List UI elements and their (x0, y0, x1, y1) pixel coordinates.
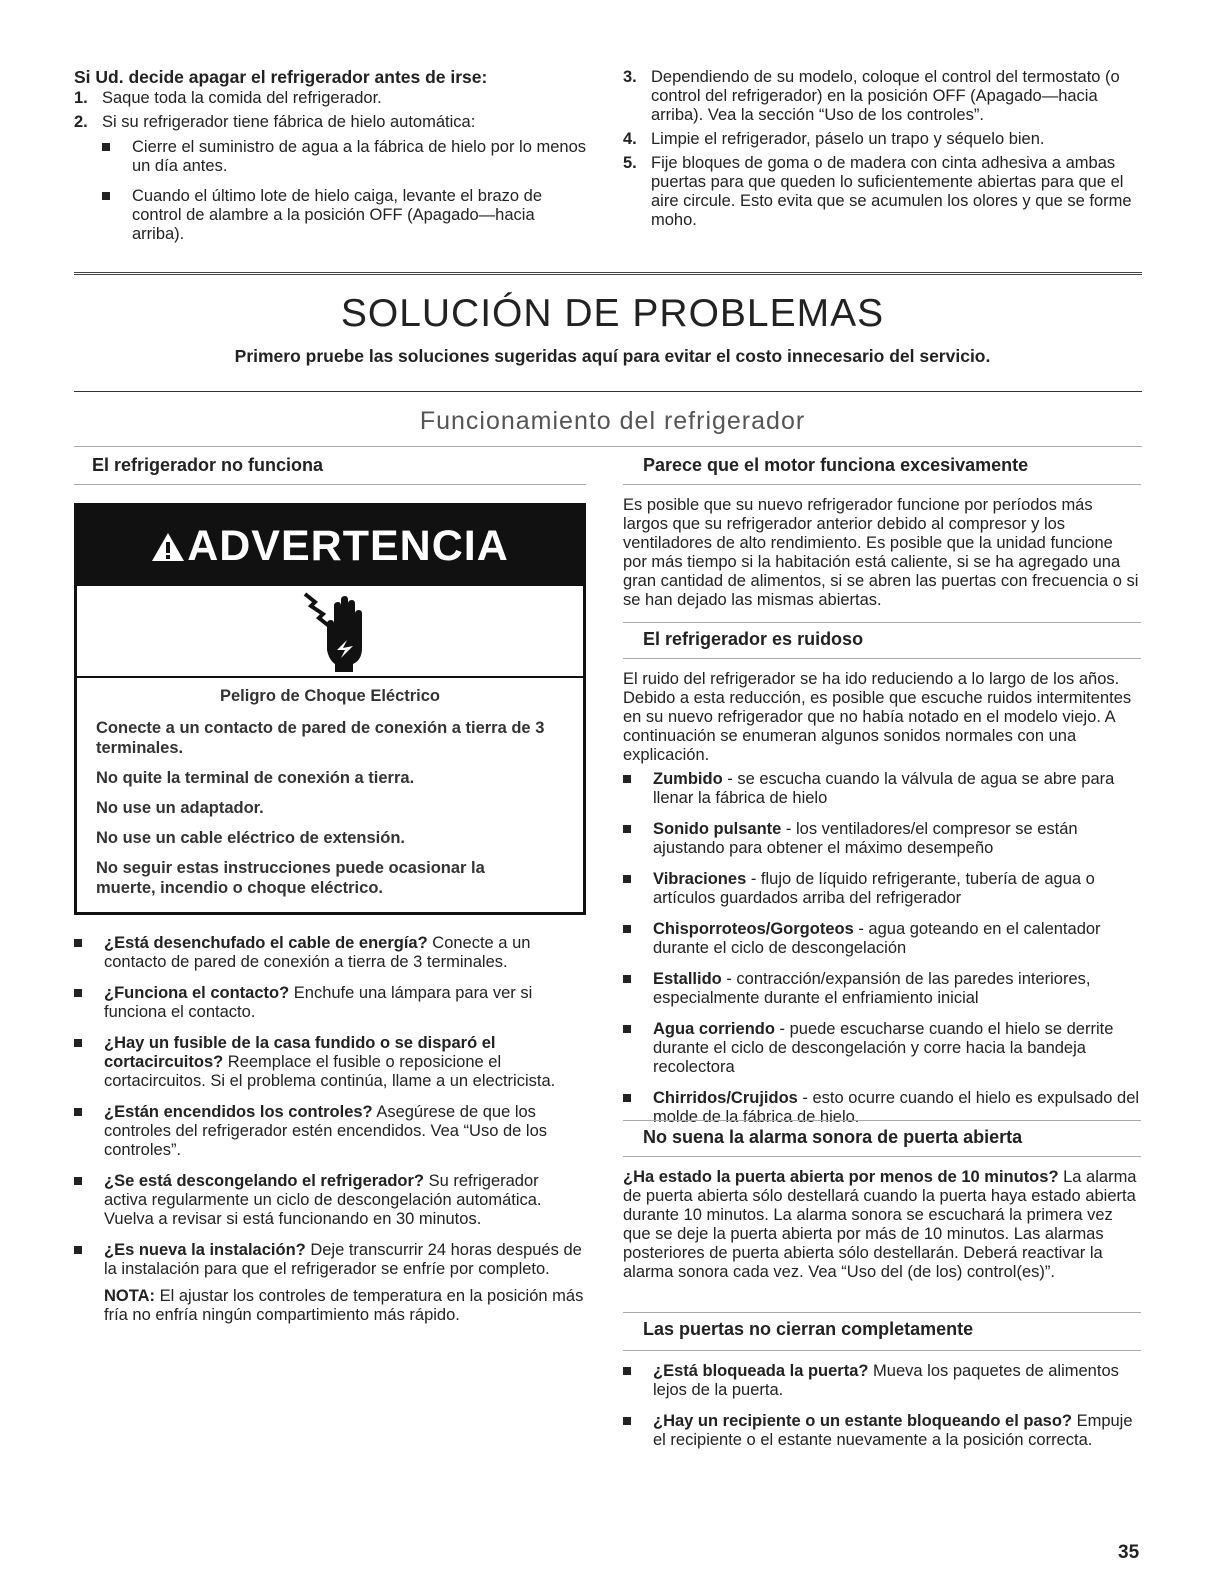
left-questions (74, 934, 586, 1325)
list-item: 3. Dependiendo de su modelo, coloque el control del termostato (o control del refrigerador) en la posición OFF (Apagado—hacia arriba). Vea la sección “Uso de los controles”. (623, 68, 1120, 124)
section-title: Funcionamiento del refrigerador (419, 407, 806, 435)
list-item: Chirridos/Crujidos - esto ocurre cuando el hielo es expulsado del molde de la fábrica de hielo. (623, 1089, 1141, 1127)
list-item: Cierre el suministro de agua a la fábrica de hielo por lo menos un día antes. (102, 138, 586, 176)
warning-triangle-icon (151, 532, 185, 562)
list-item: 2. Si su refrigerador tiene fábrica de hielo automática: Cierre el suministro de agua a la fábrica de hielo por lo menos un día antes. Cuando el último lote de hielo caiga, levante el brazo de control de alambre a la posición OFF (Apagado—hacia arriba). (74, 113, 586, 243)
bullet-icon (623, 975, 631, 983)
list-item: 4. Limpie el refrigerador, páselo un trapo y séquelo bien. (623, 130, 1045, 148)
section-divider (623, 1312, 1141, 1313)
list-item: Zumbido - se escucha cuando la válvula de agua se abre para llenar la fábrica de hielo (623, 770, 1141, 808)
subsection-heading: Parece que el motor funciona excesivamente (643, 455, 1029, 475)
bullet-icon (74, 939, 82, 947)
page-subtitle: Primero pruebe las soluciones sugeridas aquí para evitar el costo innecesario del servicio. (234, 346, 991, 366)
list-item: ¿Funciona el contacto? Enchufe una lámpara para ver si funciona el contacto. (74, 984, 586, 1022)
list-item: 5. Fije bloques de goma o de madera con cinta adhesiva a ambas puertas para que queden lo suficientemente abiertas para que el aire circule. Esto evita que se acumulen los olores y que se forme moho. (623, 154, 1132, 229)
top-left-column (74, 68, 586, 255)
subsection-heading: El refrigerador es ruidoso (643, 629, 864, 649)
bullet-icon (623, 1094, 631, 1102)
list-item: ¿Está desenchufado el cable de energía? Conecte a un contacto de pared de conexión a tierra de 3 terminales. (74, 934, 586, 972)
alarm-text: ¿Ha estado la puerta abierta por menos de 10 minutos? La alarma de puerta abierta sólo destellará cuando la puerta haya estado abierta durante 10 minutos. La alarma sonora se escuchará la primera vez que se deje la puerta abierta por más de 10 minutos. Las alarmas posteriores de puerta abierta sólo destellarán. Deberá reactivar la alarma sonora cada vez. Vea “Uso del (de los) control(es)”. (623, 1168, 1137, 1281)
section-divider (623, 1120, 1141, 1121)
top-right-column (623, 68, 1141, 235)
section-divider (74, 272, 1142, 275)
noise-heading-block (623, 626, 1141, 656)
doors-heading-block (623, 1316, 1141, 1346)
top-heading: Si Ud. decide apagar el refrigerador antes de irse: (74, 67, 488, 87)
page-title: SOLUCIÓN DE PROBLEMAS (340, 292, 885, 335)
page-number: 35 (1118, 1542, 1140, 1563)
bullet-icon (74, 1246, 82, 1254)
bullet-icon (623, 1025, 631, 1033)
bullet-icon (74, 1177, 82, 1185)
list-item: Estallido - contracción/expansión de las paredes interiores, especialmente durante el enfriamiento inicial (623, 970, 1141, 1008)
warning-line: No use un cable eléctrico de extensión. (96, 829, 406, 847)
heading-divider (623, 658, 1141, 659)
subsection-heading: Las puertas no cierran completamente (643, 1319, 974, 1339)
list-item: ¿Se está descongelando el refrigerador? Su refrigerador activa regularmente un ciclo de descongelación automática. Vuelva a revisar si está funcionando en 30 minutos. (74, 1172, 586, 1229)
list-item: ¿Hay un recipiente o un estante bloqueando el paso? Empuje el recipiente o el estante nuevamente a la posición correcta. (623, 1412, 1141, 1450)
noise-section: El ruido del refrigerador se ha ido reduciendo a lo largo de los años. Debido a esta reducción, es posible que escuche ruidos intermitentes en su nuevo refrigerador que no había notado en el modelo viejo. A continuación se enumeran algunos sonidos normales con una explicación. Zumbido - se escucha cuando la válvula de agua se abre para llenar la fábrica de hielo Sonido pulsante - los ventiladores/el compresor se están ajustando para obtener el máximo desempeño Vibraciones - flujo de líquido refrigerante, tubería de agua o artículos guardados arriba del refrigerador Chisporroteos/Gorgoteos - agua goteando en el calentador durante el ciclo de descongelación Estallido - contracción/expansión de las paredes interiores, especialmente durante el enfriamiento inicial Agua corriendo - puede escucharse cuando el hielo se derrite durante el ciclo de descongelación y corre hacia la bandeja recolectora Chirridos/Crujidos - esto ocurre cuando el hielo es expulsado del molde de la fábrica de hielo. (623, 670, 1140, 1126)
warning-box (74, 503, 586, 915)
bullet-icon (623, 1417, 631, 1425)
doors-section (623, 1362, 1141, 1462)
heading-divider (623, 1350, 1141, 1351)
motor-heading-block (623, 452, 1141, 482)
list-item: Vibraciones - flujo de líquido refrigerante, tubería de agua o artículos guardados arriba del refrigerador (623, 870, 1141, 908)
bullet-icon (74, 989, 82, 997)
warning-line: No seguir estas instrucciones puede ocasionar la muerte, incendio o choque eléctrico. (96, 859, 485, 897)
list-item: 1. Saque toda la comida del refrigerador. (74, 89, 382, 107)
bullet-icon (623, 775, 631, 783)
section-divider (74, 446, 1142, 447)
shock-hazard-area (77, 586, 583, 678)
heading-divider (74, 484, 586, 485)
subsection-heading: El refrigerador no funciona (92, 455, 324, 475)
warning-banner: ADVERTENCIA (77, 506, 583, 586)
bullet-icon (102, 143, 110, 151)
bullet-icon (102, 192, 110, 200)
heading-divider (623, 484, 1141, 485)
section-divider (623, 622, 1141, 623)
subsection-heading: No suena la alarma sonora de puerta abierta (643, 1127, 1023, 1147)
list-item: Chisporroteos/Gorgoteos - agua goteando en el calentador durante el ciclo de descongelación (623, 920, 1141, 958)
bullet-icon (623, 875, 631, 883)
warning-line: No quite la terminal de conexión a tierra. (96, 769, 415, 787)
bullet-icon (74, 1039, 82, 1047)
warning-line: Conecte a un contacto de pared de conexión a tierra de 3 terminales. (96, 719, 545, 757)
list-item: Sonido pulsante - los ventiladores/el compresor se están ajustando para obtener el máximo desempeño (623, 820, 1141, 858)
title-divider (74, 391, 1142, 392)
alarm-heading-block (623, 1124, 1141, 1154)
left-heading-block (74, 452, 586, 482)
list-item: Cuando el último lote de hielo caiga, levante el brazo de control de alambre a la posición OFF (Apagado—hacia arriba). (102, 187, 586, 244)
bullet-icon (623, 1367, 631, 1375)
bullet-icon (623, 925, 631, 933)
hazard-title: Peligro de Choque Eléctrico (219, 687, 441, 705)
warning-line: No use un adaptador. (96, 799, 264, 817)
bullet-icon (623, 825, 631, 833)
bullet-icon (74, 1108, 82, 1116)
list-item: ¿Están encendidos los controles? Asegúrese de que los controles del refrigerador estén encendidos. Vea “Uso de los controles”. (74, 1103, 586, 1160)
top-left-list (74, 89, 586, 244)
list-item: Agua corriendo - puede escucharse cuando el hielo se derrite durante el ciclo de descongelación y corre hacia la bandeja recolectora (623, 1020, 1141, 1077)
list-item: ¿Es nueva la instalación? Deje transcurrir 24 horas después de la instalación para que el refrigerador se enfríe por completo. (74, 1241, 586, 1279)
note: NOTA: El ajustar los controles de temperatura en la posición más fría no enfría ningún compartimiento más rápido. (104, 1287, 584, 1324)
electric-shock-hand-icon (301, 590, 371, 674)
list-item: ¿Está bloqueada la puerta? Mueva los paquetes de alimentos lejos de la puerta. (623, 1362, 1141, 1400)
heading-divider (623, 1156, 1141, 1157)
list-item: ¿Hay un fusible de la casa fundido o se disparó el cortacircuitos? Reemplace el fusible o reposicione el cortacircuitos. Si el problema continúa, llame a un electricista. (74, 1034, 586, 1091)
motor-text: Es posible que su nuevo refrigerador funcione por períodos más largos que su refrigerador anterior debido al compresor y los ventiladores de alto rendimiento. Es posible que la unidad funcione por más tiempo si la habitación está caliente, si se ha agregado una gran cantidad de alimentos, si se abren las puertas con frecuencia o si se han dejado las mismas abiertas. (623, 496, 1139, 609)
